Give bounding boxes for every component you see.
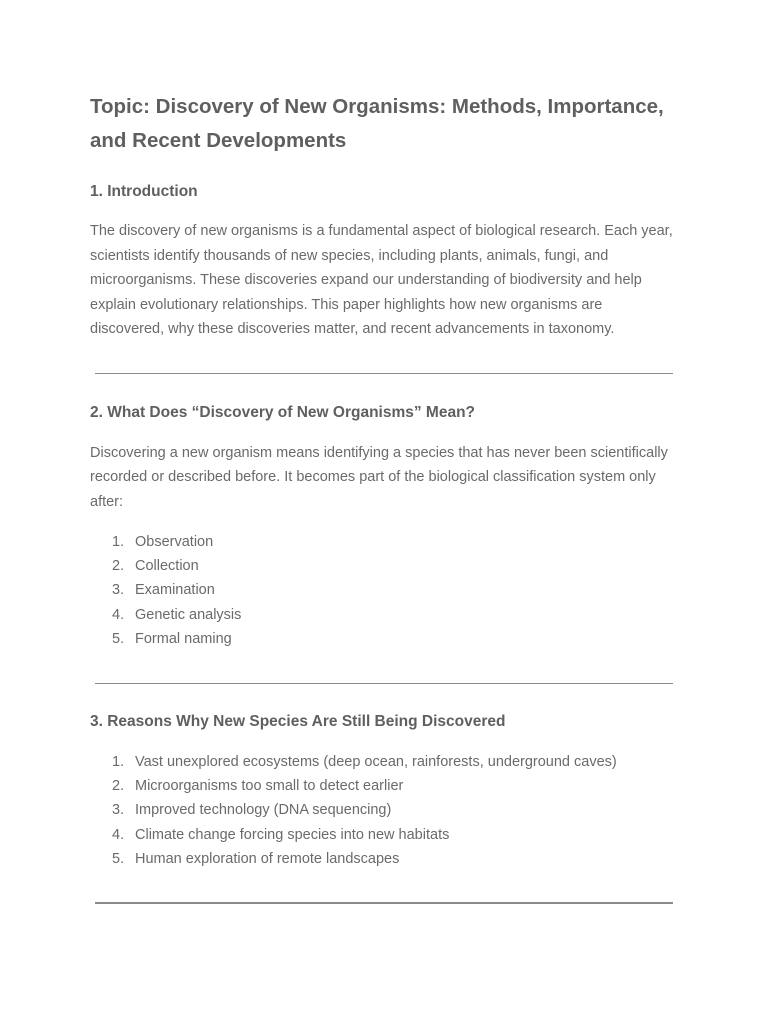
list-item-number: 4. <box>112 826 125 843</box>
list-item-number: 5. <box>112 850 125 867</box>
list-item-text: Climate change forcing species into new habitats <box>135 826 450 843</box>
section-divider <box>95 902 673 904</box>
list-item-number: 5. <box>112 630 125 647</box>
list-item-number: 3. <box>112 582 125 599</box>
section-divider <box>95 373 673 374</box>
list-item <box>90 823 680 847</box>
definition-paragraph: Discovering a new organism means identifying a species that has never been scientifically recorded or described before. It becomes part of the biological classification system only after: <box>90 444 668 510</box>
list-item <box>90 774 680 798</box>
definition-steps-list <box>90 530 680 651</box>
list-item <box>90 603 680 627</box>
list-item <box>90 554 680 578</box>
section-heading-reasons: 3. Reasons Why New Species Are Still Being Discovered <box>90 713 506 731</box>
list-item <box>90 578 680 602</box>
list-item-number: 2. <box>112 558 125 575</box>
list-item-number: 2. <box>112 778 125 795</box>
list-item-text: Vast unexplored ecosystems (deep ocean, rainforests, underground caves) <box>135 754 617 771</box>
list-item-text: Examination <box>135 582 215 599</box>
list-item <box>90 627 680 651</box>
document-title: Topic: Discovery of New Organisms: Methods, Importance, and Recent Developments <box>90 95 664 152</box>
list-item-text: Formal naming <box>135 630 232 647</box>
list-item <box>90 530 680 554</box>
list-item-text: Human exploration of remote landscapes <box>135 850 400 867</box>
list-item <box>90 750 680 774</box>
list-item-text: Improved technology (DNA sequencing) <box>135 802 392 819</box>
section-heading-introduction: 1. Introduction <box>90 183 198 200</box>
list-item-number: 3. <box>112 802 125 819</box>
list-item-text: Genetic analysis <box>135 606 242 623</box>
list-item <box>90 798 680 822</box>
reasons-list <box>90 750 680 871</box>
list-item-number: 4. <box>112 606 125 623</box>
list-item <box>90 847 680 871</box>
document-page <box>90 90 680 904</box>
list-item-number: 1. <box>112 534 125 550</box>
list-item-text: Microorganisms too small to detect earlier <box>135 778 404 795</box>
list-item-number: 1. <box>112 754 125 771</box>
list-item-text: Collection <box>135 558 199 575</box>
list-item-text: Observation <box>135 534 214 550</box>
introduction-paragraph: The discovery of new organisms is a fundamental aspect of biological research. Each year, scientists identify thousands of new species, including plants, animals, fungi, and microorganisms. These discoveries expand our understanding of biodiversity and help explain evolutionary relationships. This paper highlights how new organisms are discovered, why these discoveries matter, and recent advancements in taxonomy. <box>90 223 673 337</box>
section-heading-definition: 2. What Does “Discovery of New Organisms” Mean? <box>90 403 476 421</box>
section-divider <box>95 683 673 684</box>
